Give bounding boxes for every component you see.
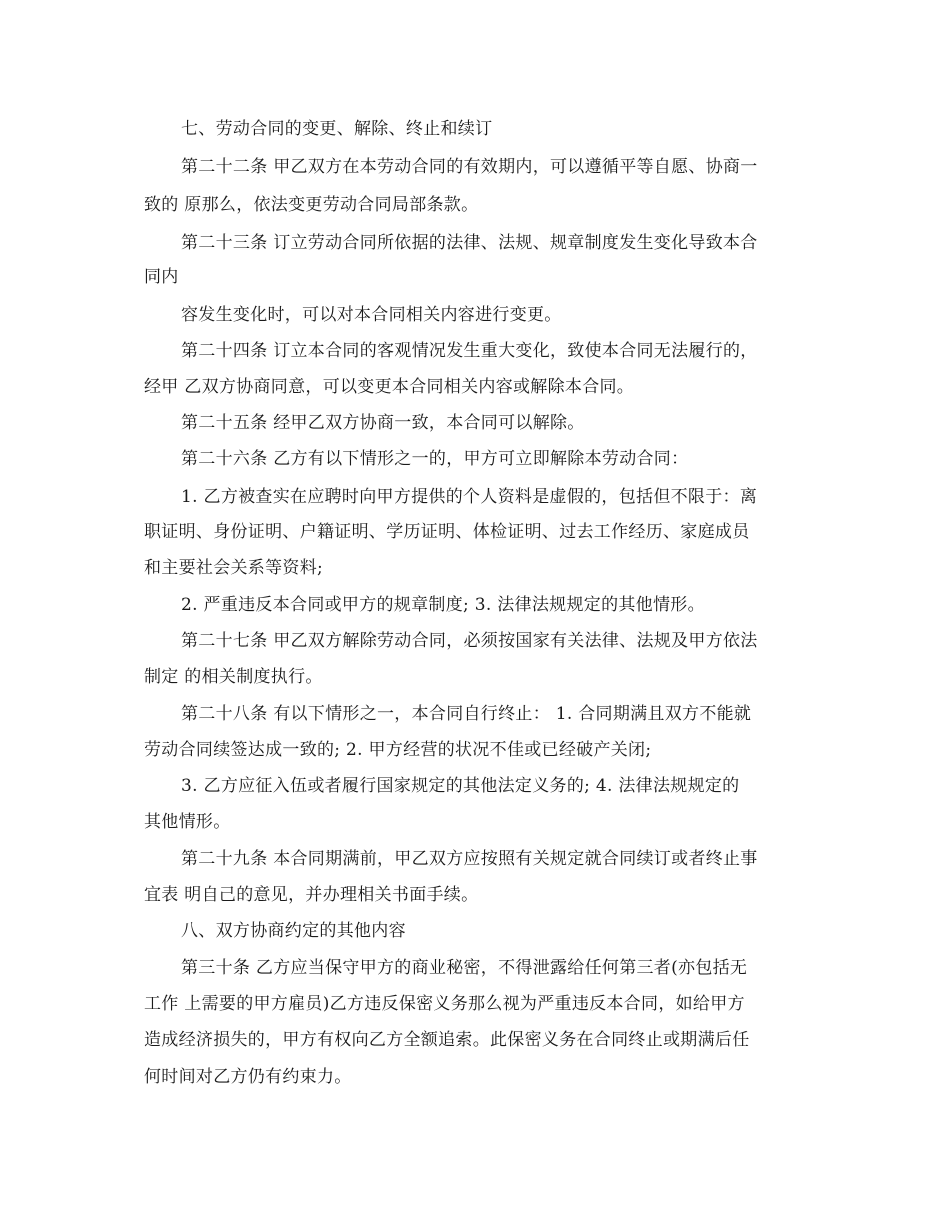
article-23-line-3: 容发生变化时，可以对本合同相关内容进行变更。	[181, 305, 562, 325]
article-22-line-2: 致的 原那么，依法变更劳动合同局部条款。	[144, 195, 479, 215]
article-28-line-4: 其他情形。	[144, 812, 231, 832]
article-25-line-1: 第二十五条 经甲乙双方协商一致，本合同可以解除。	[181, 413, 585, 433]
section-heading-8: 八、双方协商约定的其他内容	[181, 921, 406, 941]
article-26-line-1: 第二十六条 乙方有以下情形之一的，甲方可立即解除本劳动合同：	[181, 449, 689, 469]
article-28-line-2: 劳动合同续签达成一致的; 2. 甲方经营的状况不佳或已经破产关闭;	[144, 740, 652, 760]
article-30-line-2: 工作 上需要的甲方雇员)乙方违反保密义务那么视为严重违反本合同，如给甲方	[144, 994, 745, 1014]
article-27-line-2: 制定 的相关制度执行。	[144, 667, 323, 687]
article-28-line-3: 3. 乙方应征入伍或者履行国家规定的其他法定义务的; 4. 法律法规规定的	[181, 776, 740, 796]
article-24-line-1: 第二十四条 订立本合同的客观情况发生重大变化，致使本合同无法履行的，	[181, 341, 758, 361]
article-27-line-1: 第二十七条 甲乙双方解除劳动合同，必须按国家有关法律、法规及甲方依法	[181, 631, 758, 651]
article-29-line-2: 宜表 明自己的意见，并办理相关书面手续。	[144, 885, 479, 905]
item-2-3-line: 2. 严重违反本合同或甲方的规章制度; 3. 法律法规规定的其他情形。	[181, 595, 705, 615]
article-24-line-2: 经甲 乙双方协商同意，可以变更本合同相关内容或解除本合同。	[144, 377, 635, 397]
article-30-line-1: 第三十条 乙方应当保守甲方的商业秘密，不得泄露给任何第三者(亦包括无	[181, 958, 748, 978]
article-28-line-1: 第二十八条 有以下情形之一，本合同自行终止： 1. 合同期满且双方不能就	[181, 704, 752, 724]
item-1-line-2: 职证明、身份证明、户籍证明、学历证明、体检证明、过去工作经历、家庭成员	[144, 522, 750, 542]
article-23-line-1: 第二十三条 订立劳动合同所依据的法律、法规、规章制度发生变化导致本合	[181, 233, 758, 253]
article-29-line-1: 第二十九条 本合同期满前，甲乙双方应按照有关规定就合同续订或者终止事	[181, 849, 758, 869]
article-30-line-3: 造成经济损失的，甲方有权向乙方全额追索。此保密义务在合同终止或期满后任	[144, 1030, 750, 1050]
section-heading-7: 七、劳动合同的变更、解除、终止和续订	[181, 119, 493, 139]
item-1-line-3: 和主要社会关系等资料;	[144, 558, 324, 578]
article-30-line-4: 何时间对乙方仍有约束力。	[144, 1067, 352, 1087]
article-22-line-1: 第二十二条 甲乙双方在本劳动合同的有效期内，可以遵循平等自愿、协商一	[181, 157, 758, 177]
article-23-line-2: 同内	[144, 267, 179, 287]
item-1-line-1: 1. 乙方被查实在应聘时向甲方提供的个人资料是虚假的，包括但不限于：离	[181, 487, 758, 507]
